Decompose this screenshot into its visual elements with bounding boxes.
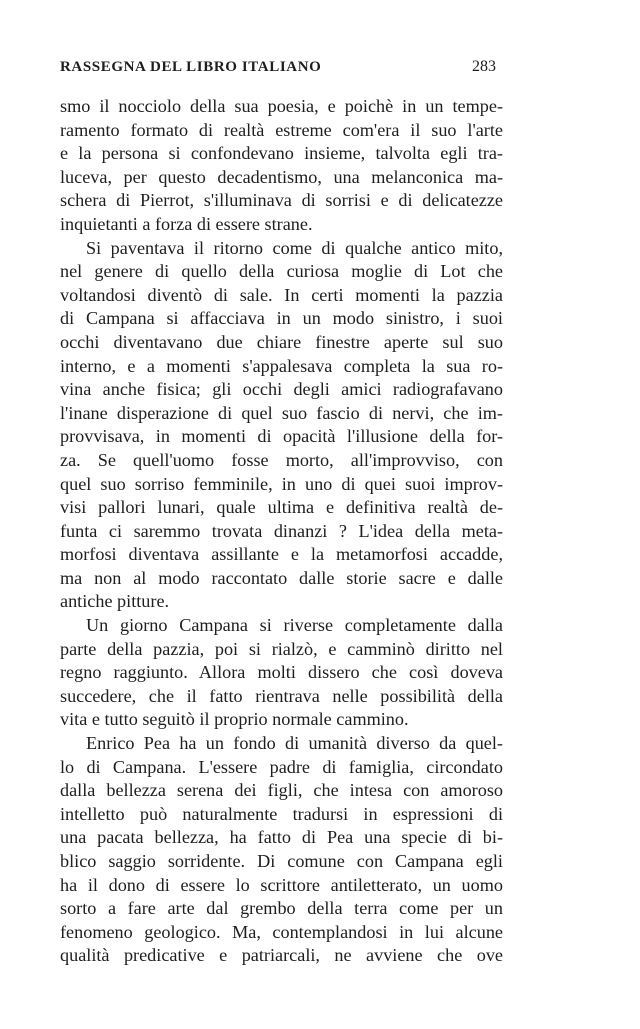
text-line: schera di Pierrot, s'illuminava di sorrisi e di delicatezze bbox=[60, 190, 503, 211]
text-line: regno raggiunto. Allora molti dissero che così doveva bbox=[60, 662, 503, 683]
page-header bbox=[60, 58, 496, 76]
text-line: ma non al modo raccontato dalle storie sacre e dalle bbox=[60, 567, 503, 588]
text-line: morfosi diventava assillante e la metamorfosi accadde, bbox=[60, 544, 503, 565]
text-line: parte della pazzia, poi si rialzò, e camminò diritto nel bbox=[60, 638, 503, 659]
text-line: voltandosi diventò di sale. In certi momenti la pazzia bbox=[60, 284, 503, 305]
paragraph bbox=[60, 732, 503, 968]
text-line: Enrico Pea ha un fondo di umanità diverso da quel- bbox=[86, 733, 503, 754]
text-line: interno, e a momenti s'appalesava completa la sua ro- bbox=[60, 355, 503, 376]
body-text bbox=[60, 95, 503, 968]
text-line: funta ci saremmo trovata dinanzi ? L'idea della meta- bbox=[60, 520, 503, 541]
running-title: RASSEGNA DEL LIBRO ITALIANO bbox=[60, 59, 322, 75]
text-line: vita e tutto seguitò il proprio normale cammino. bbox=[60, 709, 409, 730]
text-line: Un giorno Campana si riverse completamente dalla bbox=[86, 615, 503, 636]
text-line: una pacata bellezza, ha fatto di Pea una specie di bi- bbox=[60, 827, 503, 848]
text-line: quel suo sorriso femminile, in uno di quei suoi improv- bbox=[60, 473, 503, 494]
text-line: blico saggio sorridente. Di comune con Campana egli bbox=[60, 851, 503, 871]
text-line: lo di Campana. L'essere padre di famiglia, circondato bbox=[60, 756, 503, 777]
text-line: succedere, che il fatto rientrava nelle possibilità della bbox=[60, 685, 503, 706]
text-line: qualità predicative e patriarcali, ne avviene che ove bbox=[60, 945, 503, 966]
text-line: ha il dono di essere lo scrittore antiletterato, un uomo bbox=[60, 874, 503, 895]
text-line: intelletto può naturalmente tradursi in espressioni di bbox=[60, 803, 503, 824]
text-line: visi pallori lunari, quale ultima e definitiva realtà de- bbox=[60, 497, 503, 518]
text-line: antiche pitture. bbox=[60, 591, 170, 612]
text-line: di Campana si affacciava in un modo sinistro, i suoi bbox=[60, 308, 503, 329]
text-line: inquietanti a forza di essere strane. bbox=[60, 213, 313, 234]
text-line: provvisava, in momenti di opacità l'illusione della for- bbox=[60, 426, 503, 447]
text-line: e la persona si confondevano insieme, talvolta egli tra- bbox=[60, 143, 503, 164]
paragraph bbox=[60, 95, 503, 237]
text-line: dalla bellezza serena dei figli, che intesa con amoroso bbox=[60, 780, 503, 801]
paragraph bbox=[60, 237, 503, 615]
text-line: occhi diventavano due chiare finestre aperte sul suo bbox=[60, 331, 503, 352]
text-line: za. Se quell'uomo fosse morto, all'improvviso, con bbox=[60, 449, 503, 470]
page-number: 283 bbox=[472, 58, 496, 75]
text-line: smo il nocciolo della sua poesia, e poichè in un tempe- bbox=[60, 96, 503, 116]
text-line: l'inane disperazione di quel suo fascio di nervi, che im- bbox=[60, 402, 503, 423]
text-line: nel genere di quello della curiosa moglie di Lot che bbox=[60, 261, 503, 282]
text-line: sorto a fare arte dal grembo della terra come per un bbox=[60, 898, 503, 919]
paragraph bbox=[60, 614, 503, 732]
text-line: ramento formato di realtà estreme com'era il suo l'arte bbox=[60, 119, 503, 140]
text-line: vina anche fisica; gli occhi degli amici radiografavano bbox=[60, 379, 503, 400]
text-line: Si paventava il ritorno come di qualche antico mito, bbox=[86, 237, 503, 258]
text-line: luceva, per questo decadentismo, una melanconica ma- bbox=[60, 166, 503, 187]
text-line: fenomeno geologico. Ma, contemplandosi in lui alcune bbox=[60, 921, 503, 942]
